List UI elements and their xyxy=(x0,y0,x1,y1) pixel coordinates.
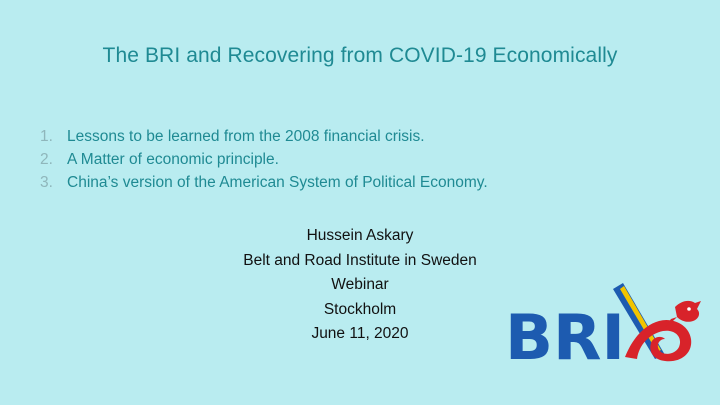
list-number: 3. xyxy=(40,174,53,191)
list-number: 2. xyxy=(40,151,53,168)
list-text: Lessons to be learned from the 2008 financial crisis. xyxy=(67,128,425,145)
dragon-icon xyxy=(613,283,701,361)
list-item xyxy=(40,148,488,171)
list-number: 1. xyxy=(40,128,53,145)
list-item xyxy=(40,125,488,148)
logo-text: BRI xyxy=(505,301,625,367)
slide-title: The BRI and Recovering from COVID-19 Economically xyxy=(102,44,618,67)
event-location: Stockholm xyxy=(323,300,397,318)
brix-logo xyxy=(505,277,705,367)
author-name: Hussein Askary xyxy=(306,227,414,244)
organization-name: Belt and Road Institute in Sweden xyxy=(243,251,477,269)
event-date: June 11, 2020 xyxy=(311,325,409,342)
event-type: Webinar xyxy=(331,276,389,293)
key-points-list xyxy=(40,125,488,194)
list-text: China’s version of the American System of Political Economy. xyxy=(67,174,488,191)
list-text: A Matter of economic principle. xyxy=(67,151,279,168)
list-item xyxy=(40,171,488,194)
